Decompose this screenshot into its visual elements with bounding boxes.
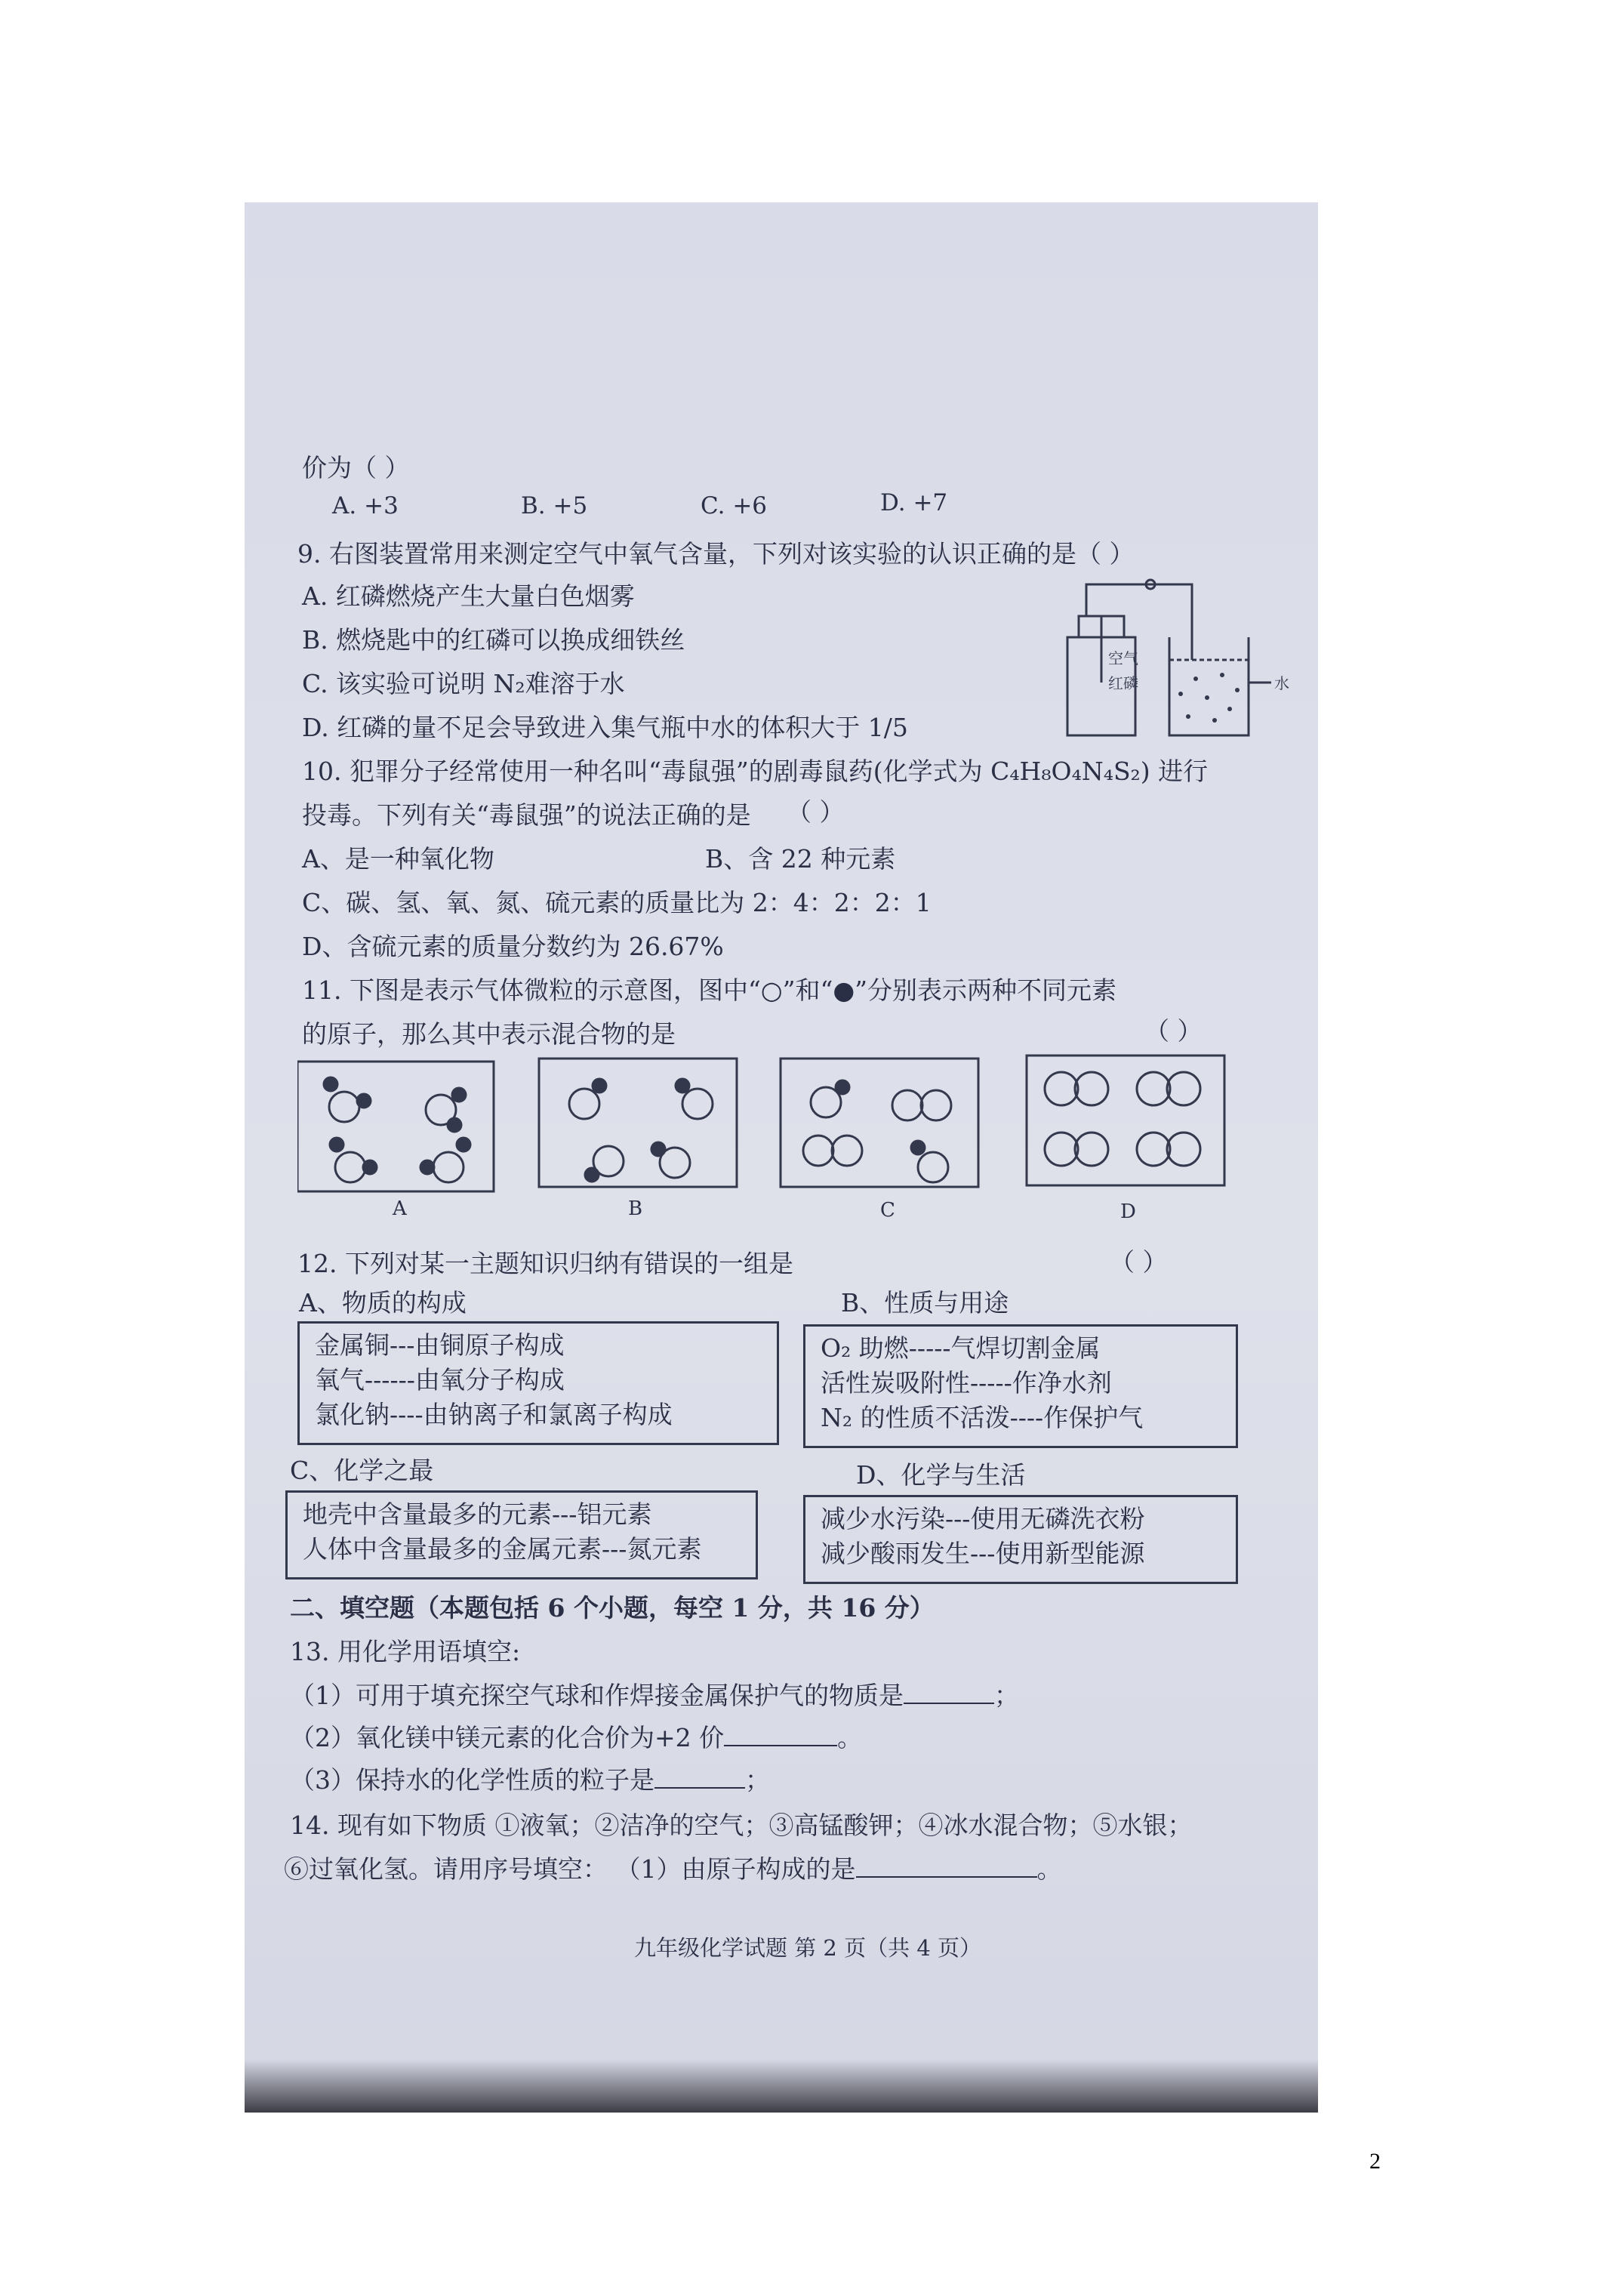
q12-b-line: N₂ 的性质不活泼----作保护气 <box>821 1403 1144 1432</box>
page-number: 2 <box>1369 2149 1381 2174</box>
q13-item-3 <box>290 1761 770 1796</box>
q12-b-heading: B、性质与用途 <box>841 1288 1009 1318</box>
q13-item-1-text: （1）可用于填充探空气球和作焊接金属保护气的物质是 <box>290 1681 904 1710</box>
q13-blank-3[interactable] <box>654 1787 745 1789</box>
q8-option-a: A. +3 <box>332 492 399 519</box>
diagram-label-d: D <box>1120 1200 1136 1223</box>
q12-c-line: 人体中含量最多的金属元素---氮元素 <box>303 1534 702 1564</box>
q12-c-box <box>285 1490 758 1579</box>
photo-bottom-shadow <box>245 2060 1318 2113</box>
q13-item-2 <box>290 1718 862 1754</box>
q12-b-line: 活性炭吸附性-----作净水剂 <box>821 1368 1112 1398</box>
q11-answer-paren: （ ） <box>1144 1016 1203 1046</box>
q14-line1: 14. 现有如下物质 ①液氧；②洁净的空气；③高锰酸钾；④冰水混合物；⑤水银； <box>290 1811 1193 1840</box>
q10-option-c: C、碳、氢、氧、氮、硫元素的质量比为 2：4：2：2：1 <box>302 888 932 917</box>
q9-option-d: D. 红磷的量不足会导致进入集气瓶中水的体积大于 1/5 <box>302 713 908 742</box>
q12-c-heading: C、化学之最 <box>290 1456 434 1485</box>
q9-option-b: B. 燃烧匙中的红磷可以换成细铁丝 <box>302 625 685 655</box>
q10-answer-paren: （ ） <box>787 797 845 827</box>
page-footer: 九年级化学试题 第 2 页（共 4 页） <box>634 1935 981 1961</box>
q13-stem: 13. 用化学用语填空: <box>290 1637 521 1666</box>
q9-stem: 9. 右图装置常用来测定空气中氧气含量，下列对该实验的认识正确的是（ ） <box>297 539 1135 569</box>
q13-item-1 <box>290 1676 1019 1712</box>
q12-d-heading: D、化学与生活 <box>856 1460 1026 1490</box>
q12-b-box <box>803 1324 1238 1448</box>
oxygen-measurement-apparatus <box>1045 569 1301 743</box>
q14-line2-end: 。 <box>1036 1854 1062 1884</box>
q14-blank-1[interactable] <box>856 1876 1037 1878</box>
q10-stem-line1: 10. 犯罪分子经常使用一种名叫“毒鼠强”的剧毒鼠药(化学式为 C₄H₈O₄N₄S₂) 进行 <box>302 757 1209 786</box>
q12-d-line: 减少酸雨发生---使用新型能源 <box>821 1539 1145 1568</box>
scanned-exam-photo <box>245 202 1318 2113</box>
q11-stem-line2: 的原子，那么其中表示混合物的是 <box>302 1019 676 1049</box>
q9-option-a: A. 红磷燃烧产生大量白色烟雾 <box>302 581 635 611</box>
q12-a-line: 氧气------由氧分子构成 <box>315 1365 565 1395</box>
q12-a-box <box>297 1321 779 1445</box>
q10-option-a: A、是一种氧化物 <box>302 844 494 874</box>
diagram-box-b <box>539 1059 737 1187</box>
q12-a-line: 金属铜---由铜原子构成 <box>315 1330 565 1360</box>
diagram-label-b: B <box>628 1197 643 1220</box>
q13-blank-2[interactable] <box>724 1745 837 1746</box>
diagram-label-c: C <box>880 1199 895 1222</box>
q12-a-line: 氯化钠----由钠离子和氯离子构成 <box>315 1400 673 1429</box>
q12-stem: 12. 下列对某一主题知识归纳有错误的一组是 <box>297 1249 793 1278</box>
q10-option-b: B、含 22 种元素 <box>705 844 896 874</box>
q13-item-3-text: （3）保持水的化学性质的粒子是 <box>290 1765 654 1795</box>
q12-b-line: O₂ 助燃-----气焊切割金属 <box>821 1333 1101 1363</box>
label-air: 空气 <box>1108 649 1138 667</box>
q12-d-line: 减少水污染---使用无磷洗衣粉 <box>821 1504 1145 1533</box>
q8-option-c: C. +6 <box>701 492 768 519</box>
q13-item-2-end: 。 <box>837 1723 863 1752</box>
q13-item-1-end: ； <box>994 1681 1019 1710</box>
label-red-phosphorus: 红磷 <box>1108 674 1138 692</box>
label-water: 水 <box>1274 674 1289 692</box>
section-2-heading: 二、填空题（本题包括 6 个小题，每空 1 分，共 16 分） <box>290 1593 935 1623</box>
q11-stem-line1: 11. 下图是表示气体微粒的示意图，图中“○”和“●”分别表示两种不同元素 <box>302 975 1117 1005</box>
q12-a-heading: A、物质的构成 <box>299 1288 467 1318</box>
q14-line2 <box>284 1850 1062 1885</box>
diagram-label-a: A <box>393 1197 407 1220</box>
q13-item-2-text: （2）氧化镁中镁元素的化合价为+2 价 <box>290 1723 725 1752</box>
q14-line2-text: ⑥过氧化氢。请用序号填空： （1）由原子构成的是 <box>284 1854 856 1884</box>
q10-stem-line2: 投毒。下列有关“毒鼠强”的说法正确的是 <box>302 800 751 830</box>
q9-option-c: C. 该实验可说明 N₂难溶于水 <box>302 669 625 698</box>
q8-option-d: D. +7 <box>880 489 948 516</box>
q8-tail: 价为（ ） <box>302 453 410 482</box>
q12-c-line: 地壳中含量最多的元素---铝元素 <box>303 1499 652 1529</box>
q13-blank-1[interactable] <box>904 1703 994 1704</box>
q12-d-box <box>803 1495 1238 1584</box>
q8-option-b: B. +5 <box>521 492 588 519</box>
q13-item-3-end: ； <box>745 1765 770 1795</box>
q10-option-d: D、含硫元素的质量分数约为 26.67% <box>302 932 724 961</box>
q12-answer-paren: （ ） <box>1110 1247 1168 1277</box>
